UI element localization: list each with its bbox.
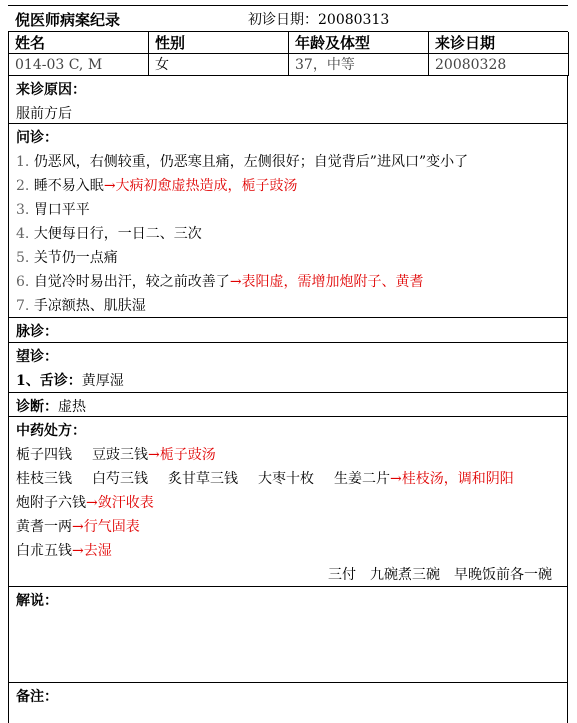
- herb: 大枣十枚: [258, 471, 314, 487]
- item-number: 5.: [16, 250, 30, 266]
- name-header: 姓名: [9, 32, 149, 54]
- item-text: 关节仍一点痛: [33, 250, 118, 266]
- diagnosis-text: 虚热: [58, 399, 86, 415]
- diagnosis-line: [16, 395, 560, 419]
- visit-date-header: 来诊日期: [429, 32, 569, 54]
- inquiry-item: [16, 246, 560, 270]
- tongue-text: 黄厚湿: [81, 373, 124, 389]
- item-number: 4.: [16, 226, 30, 242]
- inquiry-label: 问诊：: [16, 130, 58, 146]
- item-text: 自觉冷时易出汗，较之前改善了: [33, 274, 230, 290]
- herb: 炮附子六钱: [16, 495, 86, 511]
- prescription-section: [8, 417, 568, 587]
- item-text: 睡不易入眠: [33, 178, 104, 194]
- prescription-line: [16, 443, 560, 467]
- herb: 黄耆一两: [16, 519, 72, 535]
- item-number: 3.: [16, 202, 30, 218]
- diagnosis-label: 诊断：: [16, 399, 58, 415]
- item-text: 仍恶风，右侧较重，仍恶寒且痛，左侧很好；自觉背后”进风口”变小了: [33, 154, 469, 170]
- dosage-instructions: 三付 九碗煮三碗 早晚饭前各一碗: [328, 567, 552, 583]
- item-number: 7.: [16, 298, 30, 314]
- prescription-line: [16, 491, 560, 515]
- prescription-note: →行气固表: [72, 519, 140, 535]
- herb: 白朮五钱: [16, 543, 72, 559]
- case-record-sheet: [8, 5, 568, 723]
- prescription-line: [16, 539, 560, 563]
- item-note: →表阳虚，需增加炮附子、黄耆: [229, 274, 424, 290]
- reason-section: [8, 76, 568, 124]
- name-value: 014-03 C, M: [9, 54, 149, 76]
- reason-label: 来诊原因：: [16, 82, 86, 98]
- tongue-label: 1、舌诊：: [16, 373, 82, 389]
- prescription-note: →去湿: [72, 543, 112, 559]
- explanation-section: [8, 587, 568, 683]
- herb: 炙甘草三钱: [168, 471, 238, 487]
- item-note: →大病初愈虚热造成，栀子豉汤: [103, 178, 298, 194]
- record-header: [8, 5, 568, 32]
- herb: 豆豉三钱: [92, 447, 148, 463]
- item-number: 2.: [16, 178, 30, 194]
- item-text: 手凉额热、肌肤湿: [33, 298, 146, 314]
- prescription-line: [16, 467, 560, 491]
- age-build-header: 年龄及体型: [289, 32, 429, 54]
- inquiry-item: [16, 222, 560, 246]
- item-text: 大便每日行，一日二、三次: [33, 226, 202, 242]
- remark-label: 备注：: [16, 689, 58, 705]
- item-text: 胃口平平: [33, 202, 90, 218]
- inquiry-item: [16, 294, 560, 318]
- explanation-label: 解说：: [16, 593, 58, 609]
- herb: 生姜二片: [334, 471, 390, 487]
- prescription-label: 中药处方：: [16, 423, 86, 439]
- prescription-note: →栀子豉汤: [148, 447, 216, 463]
- diagnosis-section: [8, 393, 568, 417]
- age-build-value: 37，中等: [289, 54, 429, 76]
- pulse-label: 脉诊：: [16, 324, 58, 340]
- patient-info-table: [8, 32, 568, 76]
- inquiry-section: [8, 124, 568, 318]
- first-visit-date: 初诊日期：20080313: [248, 12, 390, 28]
- remark-section: [8, 683, 568, 723]
- reason-text: 服前方后: [16, 106, 72, 122]
- observe-section: [8, 343, 568, 393]
- visit-date-value: 20080328: [429, 54, 569, 76]
- gender-value: 女: [149, 54, 289, 76]
- item-number: 1.: [16, 154, 30, 170]
- herb: 白芍三钱: [92, 471, 148, 487]
- gender-header: 性别: [149, 32, 289, 54]
- herb: 栀子四钱: [16, 447, 72, 463]
- inquiry-item: [16, 150, 560, 174]
- prescription-note: →敛汗收表: [86, 495, 154, 511]
- observe-label: 望诊：: [16, 349, 58, 365]
- prescription-line: [16, 515, 560, 539]
- tongue-line: [16, 369, 560, 393]
- prescription-note: →桂枝汤，调和阴阳: [390, 471, 514, 487]
- inquiry-item: [16, 198, 560, 222]
- inquiry-item: [16, 174, 560, 198]
- item-number: 6.: [16, 274, 30, 290]
- record-title: 倪医师病案纪录: [15, 11, 121, 29]
- pulse-section: [8, 318, 568, 343]
- herb: 桂枝三钱: [16, 471, 72, 487]
- inquiry-item: [16, 270, 560, 294]
